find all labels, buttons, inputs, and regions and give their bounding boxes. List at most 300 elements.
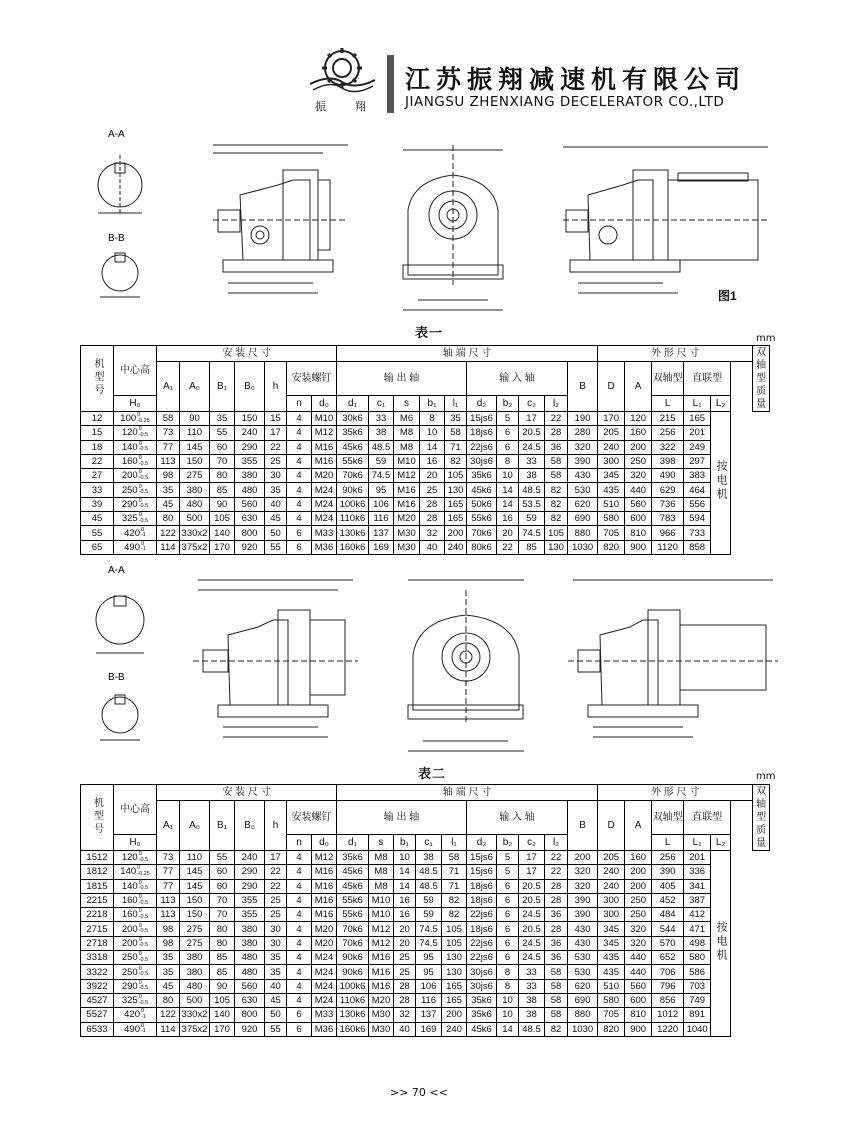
table-cell: 145 xyxy=(180,879,210,893)
table-cell: 28 xyxy=(420,512,445,526)
table-cell: 150 xyxy=(180,908,210,922)
center-height-value: 490 xyxy=(124,1023,140,1035)
table-cell: 900 xyxy=(625,1022,652,1036)
table-cell: 380 xyxy=(235,469,265,483)
tolerance-lower: -0.25 xyxy=(137,870,150,877)
table-cell: 36 xyxy=(545,936,568,950)
table-cell: 22 xyxy=(545,412,568,426)
table-cell: 380 xyxy=(180,951,210,965)
table-cell: 22 xyxy=(545,865,568,879)
t1-h-A1: A₁ xyxy=(157,362,180,412)
t2-h-A: A xyxy=(625,801,652,851)
table-cell: 38 xyxy=(369,426,394,440)
table-cell: 10 xyxy=(497,469,519,483)
table-row xyxy=(81,951,770,965)
table-cell: 28 xyxy=(394,979,416,993)
tolerance-lower: -0.25 xyxy=(137,417,150,424)
table-cell: 40 xyxy=(420,540,445,554)
tolerance-upper: 0 xyxy=(138,455,142,462)
table-cell: 330x2 xyxy=(180,526,210,540)
table-cell: 275 xyxy=(180,922,210,936)
t1-h-l1: l₁ xyxy=(445,396,467,412)
table-cell: 45 xyxy=(265,512,287,526)
table-cell: 20 xyxy=(394,922,416,936)
table-cell: 200 xyxy=(625,440,652,454)
tolerance-lower: -0.5 xyxy=(138,489,149,496)
t2-h-install: 安 装 尺 寸 xyxy=(157,785,337,801)
tolerance-upper: 0 xyxy=(138,922,142,929)
table-cell: 38 xyxy=(519,1008,545,1022)
table-row xyxy=(81,412,770,426)
bottom-drawings xyxy=(78,565,778,765)
table-cell: 35 xyxy=(157,951,180,965)
table-cell: 4 xyxy=(287,922,312,936)
table-cell: 45k6 xyxy=(467,1022,497,1036)
table-cell: 256 xyxy=(652,851,684,865)
t1-h-D: D xyxy=(598,362,625,412)
table-cell: 22 xyxy=(545,851,568,865)
table-cell: 4 xyxy=(287,979,312,993)
table-row xyxy=(81,979,770,993)
tolerance-upper: 0 xyxy=(138,483,142,490)
table-cell: 1012 xyxy=(652,1008,684,1022)
table-cell: 880 xyxy=(568,1008,598,1022)
table-cell: 201 xyxy=(684,426,711,440)
table-cell: 22 xyxy=(265,879,287,893)
table-cell: M16 xyxy=(312,865,337,879)
table-cell: 355 xyxy=(235,454,265,468)
table-row xyxy=(81,426,770,440)
table-cell: 4 xyxy=(287,851,312,865)
table-cell: 322 xyxy=(652,440,684,454)
center-height-value: 140 xyxy=(121,880,138,892)
company-name-cn: 江苏振翔减速机有限公司 xyxy=(405,65,747,94)
table-cell: 12 xyxy=(81,412,114,426)
table-cell: 35 xyxy=(265,483,287,497)
table-cell: 71 xyxy=(442,879,467,893)
table-cell: 30k6 xyxy=(337,412,369,426)
table-row xyxy=(81,893,770,907)
table-cell: 6 xyxy=(287,540,312,554)
table-cell: 480 xyxy=(235,483,265,497)
table-cell: 820 xyxy=(598,1022,625,1036)
table-cell: 165 xyxy=(445,512,467,526)
table-cell: M10 xyxy=(369,893,394,907)
table-cell: 300 xyxy=(598,454,625,468)
t1-h-d0: d₀ xyxy=(312,396,337,412)
center-height-cell xyxy=(114,965,157,979)
table-cell: 25 xyxy=(420,483,445,497)
table-cell: 48.5 xyxy=(519,1022,545,1036)
t2-h-model: 机型号 xyxy=(91,796,103,836)
t2-h-D: D xyxy=(598,801,625,851)
table-cell: 430 xyxy=(568,469,598,483)
table-cell: 122 xyxy=(157,1008,180,1022)
table-cell: 38 xyxy=(416,851,442,865)
table-cell: 920 xyxy=(235,540,265,554)
table-cell: 36 xyxy=(545,951,568,965)
table-cell: 2218 xyxy=(81,908,114,922)
by-motor-cell xyxy=(711,851,731,1037)
center-height-value: 250 xyxy=(121,966,138,978)
table-cell: 33 xyxy=(519,979,545,993)
table-cell: 15js6 xyxy=(467,412,497,426)
t1-h-L2: L₂ xyxy=(711,396,731,412)
table-cell: 783 xyxy=(652,512,684,526)
tolerance-upper: 0 xyxy=(138,936,142,943)
table-cell: 82 xyxy=(442,893,467,907)
center-height-value: 290 xyxy=(121,498,138,510)
table-cell: 85 xyxy=(519,540,545,554)
center-height-cell xyxy=(114,879,157,893)
tolerance-upper: 0 xyxy=(138,469,142,476)
table-cell: 256 xyxy=(652,426,684,440)
table-cell: 113 xyxy=(157,908,180,922)
table-cell: 70k6 xyxy=(337,936,369,950)
table-cell: 620 xyxy=(568,497,598,511)
table-cell: 130 xyxy=(445,483,467,497)
table-cell: 6 xyxy=(497,440,519,454)
table-cell: 8 xyxy=(420,412,445,426)
table-cell: M20 xyxy=(369,993,394,1007)
table-cell: 22 xyxy=(497,540,519,554)
table-cell: 17 xyxy=(519,851,545,865)
t2-h-b1: b₁ xyxy=(394,835,416,851)
table-cell: 6533 xyxy=(81,1022,114,1036)
table-cell: 114 xyxy=(157,1022,180,1036)
table-cell: 1120 xyxy=(652,540,684,554)
table-cell: 556 xyxy=(684,497,711,511)
logo-right-char: 翔 xyxy=(355,100,366,113)
table-cell: 22js6 xyxy=(467,936,497,950)
table-cell: 10 xyxy=(497,993,519,1007)
table-cell: 20.5 xyxy=(519,426,545,440)
table-cell: 120 xyxy=(625,412,652,426)
table-cell: 15js6 xyxy=(467,851,497,865)
table-cell: 2718 xyxy=(81,936,114,950)
table-cell: 27 xyxy=(81,469,114,483)
table-cell: M10 xyxy=(312,412,337,426)
t1-h-outline: 外 形 尺 寸 xyxy=(598,346,753,362)
table-cell: 40 xyxy=(394,1022,416,1036)
table-cell: 130 xyxy=(545,540,568,554)
table-cell: 165 xyxy=(442,979,467,993)
table-cell: 390 xyxy=(568,893,598,907)
table-cell: 24.5 xyxy=(519,908,545,922)
tolerance-upper: 0 xyxy=(140,526,145,533)
table-cell: 80 xyxy=(210,922,235,936)
table-cell: 170 xyxy=(598,412,625,426)
table-cell: 6 xyxy=(497,908,519,922)
t1-h-A: A xyxy=(625,362,652,412)
tolerance xyxy=(139,852,148,863)
tolerance-upper: 0 xyxy=(140,1022,145,1029)
figure1-label: 图1 xyxy=(718,289,737,303)
table-cell: M24 xyxy=(312,951,337,965)
t2-h-c1: c₁ xyxy=(416,835,442,851)
table-cell: M24 xyxy=(312,497,337,511)
table-cell: 250 xyxy=(625,908,652,922)
table-cell: M33 xyxy=(312,526,337,540)
table-cell: 35 xyxy=(265,951,287,965)
spec-table-2 xyxy=(80,784,770,1037)
table-cell: 1512 xyxy=(81,851,114,865)
table-cell: 140 xyxy=(210,526,235,540)
t2-h-B1: B₁ xyxy=(210,801,235,851)
table-cell: 205 xyxy=(598,426,625,440)
t2-h-d0: d₀ xyxy=(312,835,337,851)
table-cell: 290 xyxy=(235,879,265,893)
table-cell: 300 xyxy=(598,893,625,907)
table-cell: 70 xyxy=(210,893,235,907)
table-cell: M20 xyxy=(312,936,337,950)
table-cell: 45 xyxy=(157,497,180,511)
table-cell: 345 xyxy=(598,922,625,936)
table-cell: M24 xyxy=(312,979,337,993)
table-cell: M12 xyxy=(369,936,394,950)
table-cell: 55k6 xyxy=(337,454,369,468)
table-cell: 58 xyxy=(545,454,568,468)
t1-h-b2: b₂ xyxy=(497,396,519,412)
table-cell: 53.5 xyxy=(519,497,545,511)
tolerance xyxy=(139,995,148,1006)
table-cell: 375x2 xyxy=(180,540,210,554)
table-cell: 200 xyxy=(445,526,467,540)
table-cell: 58 xyxy=(157,412,180,426)
table-cell: 6 xyxy=(497,893,519,907)
table-cell: 55 xyxy=(210,851,235,865)
center-height-value: 325 xyxy=(121,995,138,1007)
table-cell: 17 xyxy=(265,426,287,440)
table-cell: 35k6 xyxy=(337,851,369,865)
tolerance xyxy=(141,528,146,539)
table-cell: 58 xyxy=(545,993,568,1007)
table-cell: 80 xyxy=(210,469,235,483)
table-cell: 703 xyxy=(684,979,711,993)
by-motor-label: 按电机 xyxy=(715,920,728,963)
tolerance-upper: 0 xyxy=(138,994,142,1001)
tolerance-lower: -0.5 xyxy=(138,956,149,963)
t2-h-mass: 双轴型质量 xyxy=(753,785,770,851)
table-cell: 705 xyxy=(598,1008,625,1022)
t1-h-H0: H₀ xyxy=(114,396,157,412)
tolerance-lower: -0.5 xyxy=(138,446,149,453)
bb-label-top: B-B xyxy=(108,233,125,244)
tolerance-upper: 0 xyxy=(138,426,142,433)
center-height-value: 200 xyxy=(121,470,138,482)
table-cell: 90 xyxy=(180,412,210,426)
center-height-cell xyxy=(114,1022,157,1036)
table-cell: 383 xyxy=(684,469,711,483)
table-cell: 345 xyxy=(598,936,625,950)
table-cell: 74.5 xyxy=(519,526,545,540)
tolerance xyxy=(141,1009,146,1020)
table-cell: 150 xyxy=(180,454,210,468)
table-cell: 60 xyxy=(210,440,235,454)
table-cell: 45 xyxy=(157,979,180,993)
center-height-value: 160 xyxy=(121,895,138,907)
table-cell: 38 xyxy=(519,469,545,483)
table-cell: 33 xyxy=(519,454,545,468)
table-cell: 510 xyxy=(598,979,625,993)
table-cell: 14 xyxy=(394,865,416,879)
table-cell: 80 xyxy=(157,512,180,526)
tolerance-lower: -0.5 xyxy=(138,971,149,978)
table-cell: 48.5 xyxy=(416,865,442,879)
table-cell: 405 xyxy=(652,879,684,893)
table-cell: 73 xyxy=(157,851,180,865)
tolerance xyxy=(139,895,148,906)
table-cell: 22 xyxy=(265,865,287,879)
table-cell: 201 xyxy=(684,851,711,865)
table-cell: 170 xyxy=(210,540,235,554)
t2-h-b2: b₂ xyxy=(497,835,519,851)
table-cell: 59 xyxy=(416,908,442,922)
tolerance xyxy=(139,909,148,920)
tolerance-lower: -0.5 xyxy=(138,985,149,992)
table-cell: 18js6 xyxy=(467,922,497,936)
table-cell: 24.5 xyxy=(519,440,545,454)
table-cell: 300 xyxy=(598,908,625,922)
table-cell: 570 xyxy=(652,936,684,950)
table-cell: 14 xyxy=(394,879,416,893)
table-cell: M20 xyxy=(394,512,420,526)
table-cell: 6 xyxy=(287,1008,312,1022)
table-cell: M16 xyxy=(312,440,337,454)
table-cell: M24 xyxy=(312,483,337,497)
table-cell: 16 xyxy=(394,893,416,907)
table-row xyxy=(81,469,770,483)
table-cell: 55k6 xyxy=(337,893,369,907)
t1-h-L: L xyxy=(652,396,684,412)
table-cell: 90k6 xyxy=(337,951,369,965)
table-cell: 5 xyxy=(497,851,519,865)
table-cell: 810 xyxy=(625,1008,652,1022)
table-cell: 150 xyxy=(235,412,265,426)
table-cell: 341 xyxy=(684,879,711,893)
tolerance-lower: -1 xyxy=(140,1028,146,1035)
t1-h-c2: c₂ xyxy=(519,396,545,412)
center-height-cell xyxy=(114,469,157,483)
table-cell: 4 xyxy=(287,936,312,950)
table-cell: 82 xyxy=(445,454,467,468)
table-cell: 1812 xyxy=(81,865,114,879)
table-cell: 20 xyxy=(394,936,416,950)
table-cell: 98 xyxy=(157,936,180,950)
t1-h-out: 输 出 轴 xyxy=(337,362,467,396)
table-cell: 28 xyxy=(545,893,568,907)
table-cell: 4 xyxy=(287,879,312,893)
table-row xyxy=(81,851,770,865)
tolerance-upper: 0 xyxy=(138,879,142,886)
table-cell: 800 xyxy=(235,526,265,540)
table-cell: 18js6 xyxy=(467,893,497,907)
table-cell: 35 xyxy=(210,412,235,426)
table-cell: 240 xyxy=(598,440,625,454)
table2-unit: mm xyxy=(756,771,776,782)
table-cell: 14 xyxy=(497,1022,519,1036)
t1-h-direct: 直联型 xyxy=(684,362,731,396)
table-row xyxy=(81,483,770,497)
t2-h-l1: l₁ xyxy=(442,835,467,851)
table-row xyxy=(81,526,770,540)
table-cell: 28 xyxy=(420,497,445,511)
table-cell: 920 xyxy=(235,1022,265,1036)
table-cell: 4 xyxy=(287,426,312,440)
table-cell: 55 xyxy=(265,540,287,554)
table-cell: 1030 xyxy=(568,540,598,554)
center-height-value: 100 xyxy=(120,413,137,425)
t2-h-A0: A₀ xyxy=(180,801,210,851)
table-cell: 560 xyxy=(235,497,265,511)
table-cell: 105 xyxy=(210,993,235,1007)
table-cell: 4 xyxy=(287,454,312,468)
table-cell: 28 xyxy=(545,922,568,936)
table-cell: 35k6 xyxy=(337,426,369,440)
table-cell: M8 xyxy=(394,440,420,454)
table-cell: 706 xyxy=(652,965,684,979)
table-cell: 77 xyxy=(157,440,180,454)
table-cell: 4 xyxy=(287,908,312,922)
table-cell: 25 xyxy=(265,908,287,922)
t2-h-n: n xyxy=(287,835,312,851)
table-cell: 412 xyxy=(684,908,711,922)
logo-left-char: 振 xyxy=(315,100,326,113)
table-cell: 59 xyxy=(369,454,394,468)
table-cell: 240 xyxy=(235,426,265,440)
tolerance xyxy=(139,513,148,524)
table-cell: 3322 xyxy=(81,965,114,979)
tolerance xyxy=(141,542,146,553)
tolerance xyxy=(139,470,148,481)
table-cell: 50 xyxy=(265,526,287,540)
tolerance-lower: -0.5 xyxy=(138,928,149,935)
table-cell: 480 xyxy=(235,965,265,979)
table-cell: 35 xyxy=(157,965,180,979)
table-cell: 95 xyxy=(416,965,442,979)
table-cell: 14 xyxy=(497,483,519,497)
table-cell: 480 xyxy=(235,951,265,965)
table-cell: 28 xyxy=(394,993,416,1007)
table-cell: 390 xyxy=(652,865,684,879)
table-cell: 55 xyxy=(81,526,114,540)
table-cell: 130k6 xyxy=(337,526,369,540)
company-logo xyxy=(305,46,380,116)
table-cell: 28 xyxy=(545,879,568,893)
table-cell: 600 xyxy=(625,993,652,1007)
table-cell: 65 xyxy=(81,540,114,554)
tolerance xyxy=(139,427,148,438)
table-cell: 20.5 xyxy=(519,893,545,907)
table-cell: 48.5 xyxy=(519,483,545,497)
table-cell: M16 xyxy=(369,979,394,993)
table-row xyxy=(81,993,770,1007)
table-cell: 1030 xyxy=(568,1022,598,1036)
table-cell: 110k6 xyxy=(337,993,369,1007)
top-drawings xyxy=(78,125,778,325)
table-cell: M8 xyxy=(369,865,394,879)
table-cell: 160k6 xyxy=(337,1022,369,1036)
t1-h-bolt: 安装螺钉 xyxy=(287,362,337,396)
t1-h-B1: B₁ xyxy=(210,362,235,412)
table-row xyxy=(81,1008,770,1022)
table-cell: 464 xyxy=(684,483,711,497)
t2-h-in: 输 入 轴 xyxy=(467,801,568,835)
table-cell: 74.5 xyxy=(416,922,442,936)
center-height-value: 250 xyxy=(121,484,138,496)
table-cell: M6 xyxy=(394,412,420,426)
tolerance xyxy=(139,881,148,892)
